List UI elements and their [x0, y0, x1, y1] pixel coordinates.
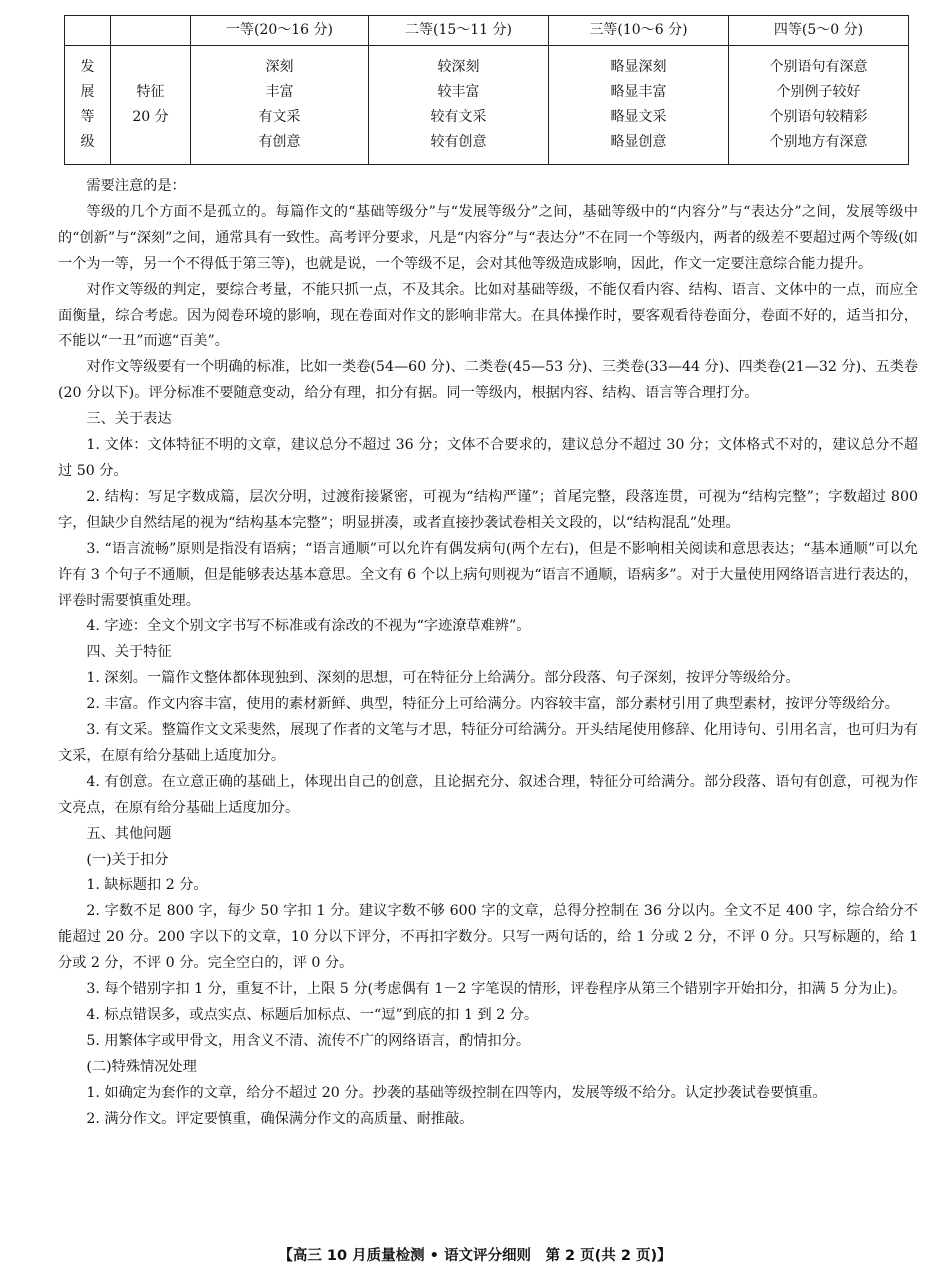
feature-label: 特征 — [136, 84, 165, 100]
row-label-char: 展 — [80, 84, 95, 100]
table-cell: 较深刻 — [437, 59, 480, 75]
section-heading-features: 四、关于特征 — [86, 644, 172, 661]
feature-label-cell — [111, 46, 191, 165]
row-label-char: 等 — [80, 109, 95, 125]
row-label-char: 级 — [80, 134, 95, 150]
table-header-cell — [65, 16, 111, 46]
table-cell: 略显深刻 — [610, 59, 667, 75]
paragraph: 对作文等级要有一个明确的标准，比如一类卷(54—60 分)、二类卷(45—53 分)、三类卷(33—44 分)、四类卷(21—32 分)、五类卷(20 分以下)。评分标准不要随意变动，给分有理，扣分有据。同一等级内，根据内容、结构、语言等合理打分。 — [58, 359, 918, 402]
table-row — [65, 46, 909, 165]
grade-1-cell — [191, 46, 369, 165]
grade-4-cell — [729, 46, 909, 165]
paragraph: 1. 深刻。一篇作文整体都体现独到、深刻的思想，可在特征分上给满分。部分段落、句子深刻，按评分等级给分。 — [86, 670, 800, 687]
paragraph: 3. 有文采。整篇作文文采斐然，展现了作者的文笔与才思，特征分可给满分。开头结尾使用修辞、化用诗句、引用名言，也可归为有文采，在原有给分基础上适度加分。 — [58, 722, 918, 764]
paragraph: 对作文等级的判定，要综合考量，不能只抓一点，不及其余。比如对基础等级，不能仅看内容、结构、语言、文体中的一点，而应全面衡量，综合考虑。因为阅卷环境的影响，现在卷面对作文的影响非常大。在具体操作时，要客观看待卷面分，卷面不好的，适当扣分，不能以“一丑”而遮“百美”。 — [58, 281, 918, 350]
section-heading-expression: 三、关于表达 — [86, 411, 172, 428]
paragraph: 1. 如确定为套作的文章，给分不超过 20 分。抄袭的基础等级控制在四等内，发展等级不给分。认定抄袭试卷要慎重。 — [86, 1084, 827, 1101]
paragraph: 4. 标点错误多，或点实点、标题后加标点、一“逗”到底的扣 1 到 2 分。 — [86, 1007, 539, 1023]
table-cell: 略显创意 — [610, 134, 667, 150]
paragraph-note-heading: 需要注意的是： — [86, 178, 186, 194]
table-cell: 丰富 — [265, 84, 294, 100]
table-cell: 个别例子较好 — [776, 84, 861, 100]
paragraph: 5. 用繁体字或甲骨文，用含义不清、流传不广的网络语言，酌情扣分。 — [86, 1032, 531, 1049]
table-cell: 个别地方有深意 — [769, 134, 868, 150]
row-label-char: 发 — [80, 59, 95, 75]
grade-2-cell — [369, 46, 549, 165]
paragraph: 2. 字数不足 800 字，每少 50 字扣 1 分。建议字数不够 600 字的文章，总得分控制在 36 分以内。全文不足 400 字，综合给分不能超过 20 分。200 字以下的文章，10 分以下评分，不再扣字数分。只写一两句话的，给 1 分或 2 分，不评 0 分。只写标题的，给 1 分或 2 分，不评 0 分。完全空白的，评 0 分。 — [58, 903, 918, 972]
table-cell: 个别语句有深意 — [769, 59, 868, 75]
page-footer: 【高三 10 月质量检测 • 语文评分细则 第 2 页(共 2 页)】 — [278, 1248, 672, 1264]
table-header-cell: 三等(10～6 分) — [549, 16, 729, 46]
table-cell: 较丰富 — [437, 84, 480, 100]
paragraph: 1. 缺标题扣 2 分。 — [86, 877, 208, 894]
subheading-deductions: (一)关于扣分 — [86, 851, 169, 868]
feature-score: 20 分 — [132, 109, 169, 125]
paragraph: 1. 文体：文体特征不明的文章，建议总分不超过 36 分；文体不合要求的，建议总分不超过 30 分；文体格式不对的，建议总分不超过 50 分。 — [58, 437, 918, 479]
table-cell: 个别语句较精彩 — [769, 109, 868, 125]
table-header-cell: 四等(5～0 分) — [729, 16, 909, 46]
table-header-row — [65, 16, 909, 46]
table-header-cell — [111, 16, 191, 46]
paragraph: 2. 满分作文。评定要慎重，确保满分作文的高质量、耐推敲。 — [86, 1110, 474, 1127]
subheading-special-cases: (二)特殊情况处理 — [86, 1058, 197, 1075]
row-label-development-grade — [65, 46, 111, 165]
body-text — [58, 174, 918, 1133]
paragraph: 2. 结构：写足字数成篇，层次分明，过渡衔接紧密，可视为“结构严谨”；首尾完整，段落连贯，可视为“结构完整”；字数超过 800 字，但缺少自然结尾的视为“结构基本完整”；明显拼凑，或者直接抄袭试卷相关文段的，以“结构混乱”处理。 — [58, 488, 918, 531]
table-cell: 略显文采 — [610, 109, 667, 125]
table-header-cell: 一等(20～16 分) — [191, 16, 369, 46]
paragraph: 2. 丰富。作文内容丰富，使用的素材新鲜、典型，特征分上可给满分。内容较丰富，部分素材引用了典型素材，按评分等级给分。 — [86, 696, 899, 713]
paragraph: 3. “语言流畅”原则是指没有语病；“语言通顺”可以允许有偶发病句(两个左右)，但是不影响相关阅读和意思表达；“基本通顺”可以允许有 3 个句子不通顺，但是能够表达基本意思。全文有 6 个以上病句则视为“语言不通顺，语病多”。对于大量使用网络语言进行表达的，评卷时需要慎重处理。 — [58, 540, 918, 609]
paragraph: 4. 字迹：全文个别文字书写不标准或有涂改的不视为“字迹潦草难辨”。 — [86, 618, 531, 635]
table-cell: 较有文采 — [430, 109, 487, 125]
table-cell: 较有创意 — [430, 134, 487, 150]
section-heading-other: 五、其他问题 — [86, 825, 172, 842]
grade-3-cell — [549, 46, 729, 165]
table-cell: 有文采 — [258, 109, 301, 125]
paragraph: 4. 有创意。在立意正确的基础上，体现出自己的创意，且论据充分、叙述合理，特征分可给满分。部分段落、语句有创意，可视为作文亮点，在原有给分基础上适度加分。 — [58, 773, 918, 816]
table-cell: 略显丰富 — [610, 84, 667, 100]
paragraph: 3. 每个错别字扣 1 分，重复不计，上限 5 分(考虑偶有 1－2 字笔误的情形，评卷程序从第三个错别字开始扣分，扣满 5 分为止)。 — [86, 981, 907, 998]
table-cell: 深刻 — [265, 59, 294, 75]
table-cell: 有创意 — [258, 134, 301, 150]
grading-table — [64, 15, 909, 165]
table-header-cell: 二等(15～11 分) — [369, 16, 549, 46]
paragraph: 等级的几个方面不是孤立的。每篇作文的“基础等级分”与“发展等级分”之间，基础等级中的“内容分”与“表达分”之间，发展等级中的“创新”与“深刻”之间，通常具有一致性。高考评分要求，凡是“内容分”与“表达分”不在同一个等级内，两者的级差不要超过两个等级(如一个为一等，另一个不得低于第三等)，也就是说，一个等级不足，会对其他等级造成影响，因此，作文一定要注意综合能力提升。 — [58, 203, 918, 272]
